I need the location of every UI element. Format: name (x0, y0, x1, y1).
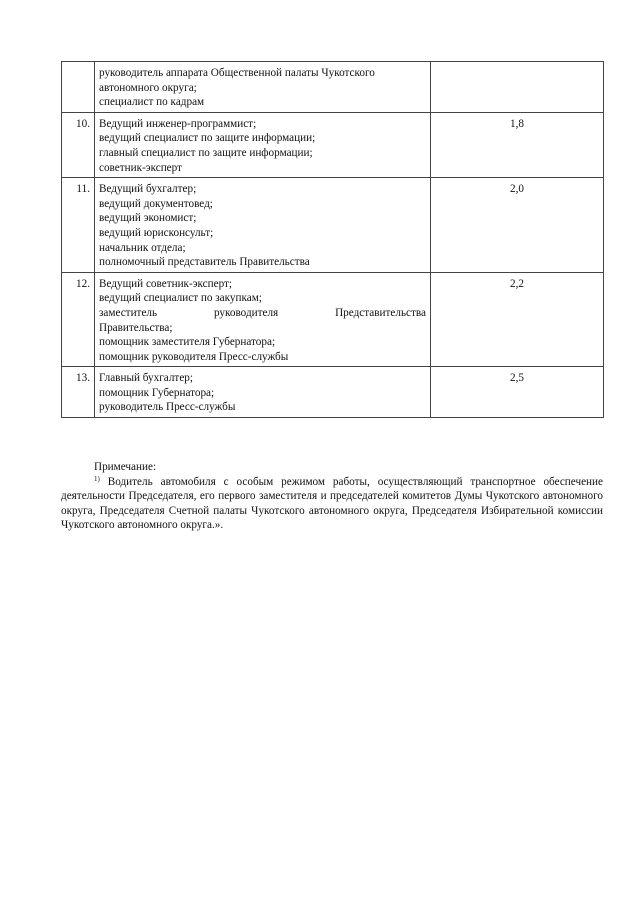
position-list (95, 112, 431, 177)
position-line: ведущий юрисконсульт; (99, 226, 214, 239)
position-line: начальник отдела; (99, 241, 186, 254)
table-row (62, 367, 604, 418)
positions-table (61, 61, 604, 418)
position-line: полномочный представитель Правительства (99, 256, 310, 269)
position-line: Ведущий инженер-программист; (99, 117, 257, 130)
footnote-block (61, 460, 603, 533)
position-line: ведущий специалист по защите информации; (99, 132, 316, 145)
footnote-mark: 1) (94, 474, 100, 483)
position-line: руководитель аппарата Общественной палаты Чукотского (99, 67, 375, 79)
table-row (62, 112, 604, 177)
position-line: автономного округа; (99, 81, 197, 94)
position-list (95, 367, 431, 418)
position-line: главный специалист по защите информации; (99, 146, 313, 159)
position-line: советник-эксперт (99, 161, 182, 174)
row-number (62, 62, 95, 113)
position-list (95, 272, 431, 367)
position-line: ведущий специалист по закупкам; (99, 292, 262, 305)
coefficient-value: 1,8 (431, 112, 604, 177)
table-row (62, 178, 604, 273)
position-line: Ведущий советник-эксперт; (99, 277, 233, 290)
position-line: Ведущий бухгалтер; (99, 183, 197, 196)
position-list (95, 62, 431, 113)
row-number: 10. (62, 112, 95, 177)
position-list (95, 178, 431, 273)
position-line: ведущий экономист; (99, 212, 197, 225)
position-word: заместитель (99, 306, 158, 319)
position-word: руководителя (213, 306, 279, 319)
position-line: руководитель Пресс-службы (99, 401, 236, 414)
position-line: помощник руководителя Пресс-службы (99, 350, 289, 363)
position-line: помощник Губернатора; (99, 386, 215, 399)
row-number: 12. (62, 272, 95, 367)
note-text (61, 475, 603, 533)
position-line: помощник заместителя Губернатора; (99, 336, 276, 349)
note-body: Водитель автомобиля с особым режимом работы, осуществляющий транспортное обеспечение деятельности Председателя, его первого заместителя и председателей комитетов Думы Чукотского автономного округа, Председателя Счетной палаты Чукотского автономного округа, Председателя Избирательной комиссии Чукотского автономного округа.». (61, 475, 603, 531)
position-line: ведущий документовед; (99, 197, 213, 210)
note-title: Примечание: (94, 461, 157, 473)
table-row (62, 272, 604, 367)
position-line: Правительства; (99, 321, 173, 334)
coefficient-value: 2,5 (431, 367, 604, 418)
position-line: Главный бухгалтер; (99, 372, 193, 385)
position-line-justified (99, 306, 426, 321)
coefficient-value: 2,2 (431, 272, 604, 367)
position-word: Представительства (335, 306, 426, 319)
row-number: 11. (62, 178, 95, 273)
row-number: 13. (62, 367, 95, 418)
coefficient-value (431, 62, 604, 113)
position-line: специалист по кадрам (99, 96, 205, 109)
coefficient-value: 2,0 (431, 178, 604, 273)
table-row (62, 62, 604, 113)
